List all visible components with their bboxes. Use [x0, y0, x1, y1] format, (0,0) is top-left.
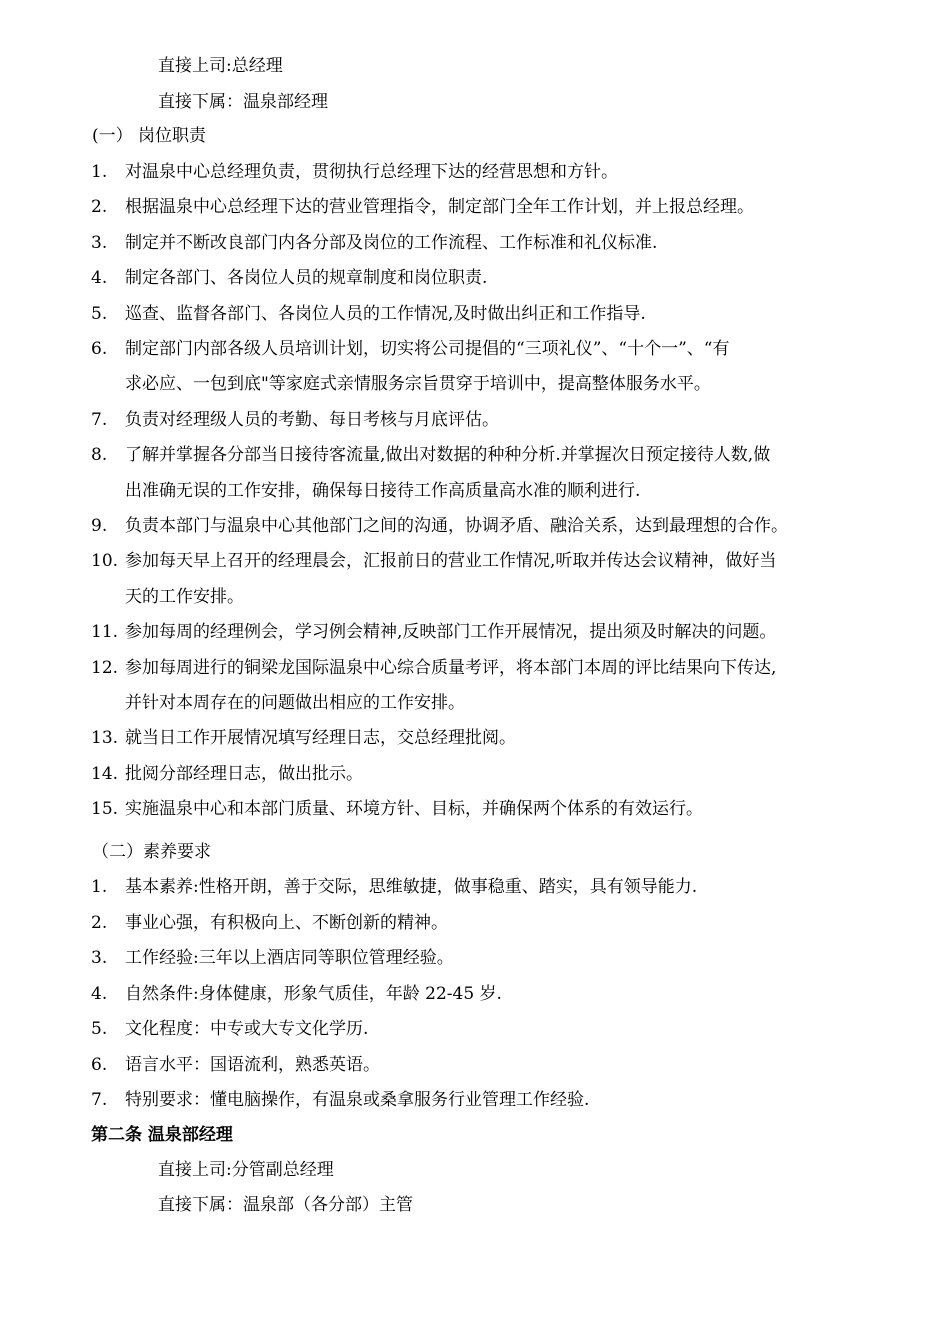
list-item-text: 制定并不断改良部门内各分部及岗位的工作流程、工作标准和礼仪标准.	[125, 232, 658, 253]
list-item-text: 参加每天早上召开的经理晨会，汇报前日的营业工作情况,听取并传达会议精神，做好当	[125, 551, 777, 572]
article-superior: 直接上司:分管副总经理	[158, 1160, 334, 1180]
list-item-number: 12.	[91, 657, 119, 678]
list-item-number: 1.	[91, 877, 108, 897]
list-item-number: 9.	[91, 516, 108, 536]
list-item-text: 语言水平：国语流利，熟悉英语。	[125, 1054, 380, 1075]
list-item-text: 天的工作安排。	[125, 586, 244, 607]
section-title-requirements: （二）素养要求	[92, 842, 211, 862]
list-item-number: 8.	[91, 445, 108, 466]
list-item-text: 求必应、一包到底"等家庭式亲情服务宗旨贯穿于培训中，提高整体服务水平。	[125, 374, 711, 395]
section-title-duties: (一） 岗位职责	[92, 126, 207, 146]
article-subordinate: 直接下属：温泉部（各分部）主管	[158, 1195, 413, 1215]
list-item-number: 7.	[91, 409, 108, 430]
list-item-number: 6.	[91, 339, 108, 359]
list-item-number: 4.	[91, 268, 108, 289]
list-item-text: 并针对本周存在的问题做出相应的工作安排。	[125, 693, 465, 713]
list-item-number: 7.	[91, 1090, 108, 1110]
list-item-number: 1.	[91, 162, 108, 182]
list-item-text: 制定各部门、各岗位人员的规章制度和岗位职责.	[125, 268, 488, 289]
list-item-number: 3.	[91, 948, 108, 968]
direct-subordinate: 直接下属：温泉部经理	[158, 92, 328, 112]
list-item-text: 就当日工作开展情况填写经理日志，交总经理批阅。	[125, 728, 516, 749]
list-item-text: 基本素养:性格开朗，善于交际，思维敏捷，做事稳重、踏实，具有领导能力.	[125, 877, 698, 897]
list-item-text: 出准确无误的工作安排，确保每日接待工作高质量高水准的顺利进行.	[125, 480, 641, 501]
list-item-text: 事业心强，有积极向上、不断创新的精神。	[125, 912, 448, 933]
list-item-number: 15.	[91, 799, 119, 820]
direct-superior: 直接上司:总经理	[158, 56, 283, 76]
article-title: 第二条 温泉部经理	[91, 1125, 233, 1145]
list-item-text: 实施温泉中心和本部门质量、环境方针、目标，并确保两个体系的有效运行。	[125, 799, 703, 820]
list-item-number: 13.	[91, 728, 119, 749]
list-item-text: 特别要求：懂电脑操作，有温泉或桑拿服务行业管理工作经验.	[125, 1090, 590, 1110]
list-item-number: 14.	[91, 763, 119, 784]
list-item-number: 2.	[91, 912, 108, 933]
list-item-number: 6.	[91, 1054, 108, 1075]
list-item-text: 了解并掌握各分部当日接待客流量,做出对数据的种种分析.并掌握次日预定接待人数,做	[125, 445, 771, 466]
list-item-text: 对温泉中心总经理负责，贯彻执行总经理下达的经营思想和方针。	[125, 162, 618, 182]
list-item-text: 参加每周进行的铜梁龙国际温泉中心综合质量考评，将本部门本周的评比结果向下传达,	[125, 657, 777, 678]
list-item-number: 2.	[91, 197, 108, 218]
list-item-number: 4.	[91, 983, 108, 1004]
list-item-text: 负责对经理级人员的考勤、每日考核与月底评估。	[125, 409, 499, 430]
list-item-number: 3.	[91, 232, 108, 253]
list-item-number: 5.	[91, 303, 108, 324]
list-item-text: 制定部门内部各级人员培训计划，切实将公司提倡的“三项礼仪”、“十个一”、“有	[125, 339, 730, 359]
list-item-number: 10.	[91, 551, 119, 572]
list-item-text: 负责本部门与温泉中心其他部门之间的沟通，协调矛盾、融洽关系，达到最理想的合作。	[125, 516, 788, 536]
list-item-text: 参加每周的经理例会，学习例会精神,反映部门工作开展情况，提出须及时解决的问题。	[125, 622, 777, 643]
list-item-number: 11.	[91, 622, 119, 643]
list-item-text: 文化程度：中专或大专文化学历.	[125, 1019, 369, 1039]
list-item-text: 批阅分部经理日志，做出批示。	[125, 763, 363, 784]
list-item-text: 根据温泉中心总经理下达的营业管理指令，制定部门全年工作计划，并上报总经理。	[125, 197, 754, 218]
list-item-number: 5.	[91, 1019, 108, 1039]
list-item-text: 工作经验:三年以上酒店同等职位管理经验。	[125, 948, 454, 968]
list-item-text: 自然条件:身体健康，形象气质佳，年龄 22-45 岁.	[125, 983, 502, 1004]
list-item-text: 巡查、监督各部门、各岗位人员的工作情况,及时做出纠正和工作指导.	[125, 303, 646, 324]
